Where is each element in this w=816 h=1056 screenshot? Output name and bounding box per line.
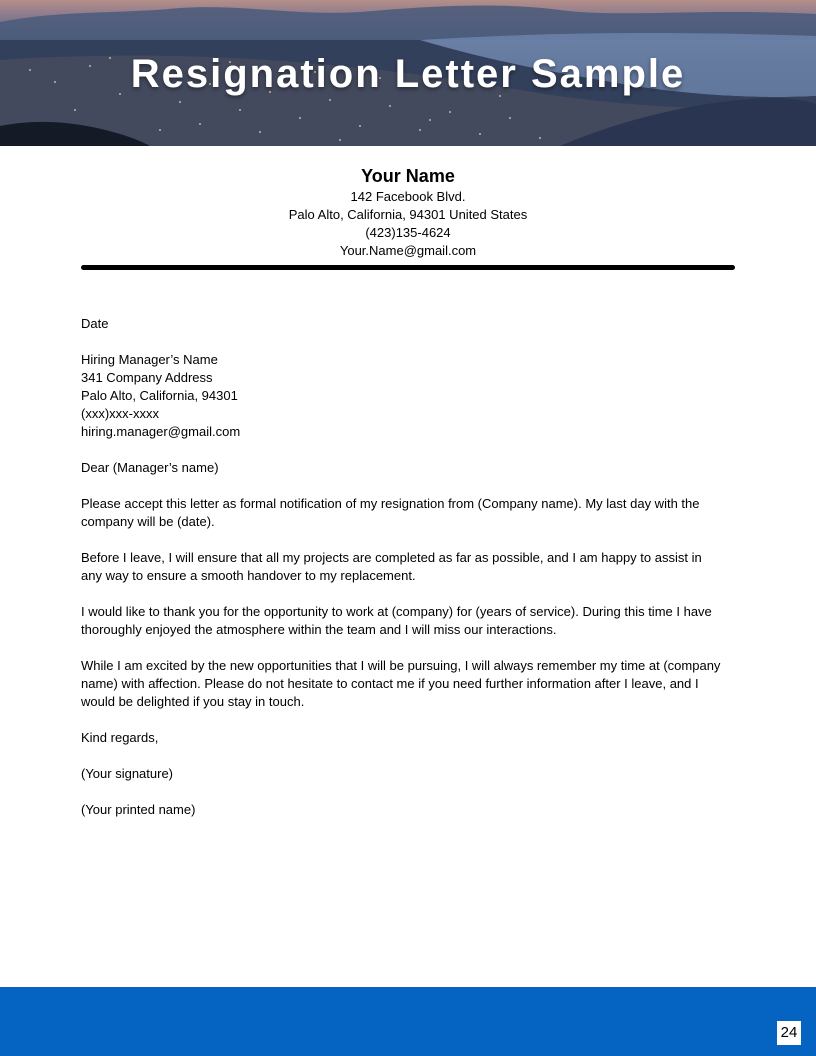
- document-title: Resignation Letter Sample: [130, 52, 686, 96]
- letter-body: [81, 315, 721, 837]
- sender-city: Palo Alto, California, 94301 United States: [288, 207, 528, 222]
- header-banner: [0, 0, 816, 146]
- body-paragraph: I would like to thank you for the opportunity to work at (company) for (years of service). During this time I have thoroughly enjoyed the atmosphere within the team and I will miss our interactions.: [81, 604, 712, 637]
- letter-date: Date: [81, 316, 109, 331]
- sender-name: Your Name: [361, 166, 455, 186]
- recipient-phone: (xxx)xxx-xxxx: [81, 406, 159, 421]
- recipient-city: Palo Alto, California, 94301: [81, 388, 238, 403]
- closing: Kind regards,: [81, 730, 159, 745]
- recipient-email: hiring.manager@gmail.com: [81, 424, 241, 439]
- salutation: Dear (Manager’s name): [81, 460, 219, 475]
- body-paragraph: While I am excited by the new opportunities that I will be pursuing, I will always remember my time at (company name) with affection. Please do not hesitate to contact me if you need further information after I leave, and I would be delighted if you stay in touch.: [81, 658, 721, 709]
- sender-phone: (423)135-4624: [365, 225, 451, 240]
- recipient-address: [81, 351, 721, 441]
- sender-street: 142 Facebook Blvd.: [350, 189, 466, 204]
- recipient-street: 341 Company Address: [81, 370, 213, 385]
- sender-email: Your.Name@gmail.com: [339, 243, 477, 258]
- body-paragraph: Before I leave, I will ensure that all my projects are completed as far as possible, and I am happy to assist in any way to ensure a smooth handover to my replacement.: [81, 550, 702, 583]
- body-paragraph: Please accept this letter as formal notification of my resignation from (Company name). My last day with the company will be (date).: [81, 496, 700, 529]
- printed-name-placeholder: (Your printed name): [81, 802, 196, 817]
- recipient-name: Hiring Manager’s Name: [81, 352, 218, 367]
- footer-bar: [0, 987, 816, 1056]
- signature-placeholder: (Your signature): [81, 766, 174, 781]
- page-number: 24: [777, 1021, 801, 1045]
- sender-header: [0, 164, 816, 260]
- header-divider: [81, 265, 735, 270]
